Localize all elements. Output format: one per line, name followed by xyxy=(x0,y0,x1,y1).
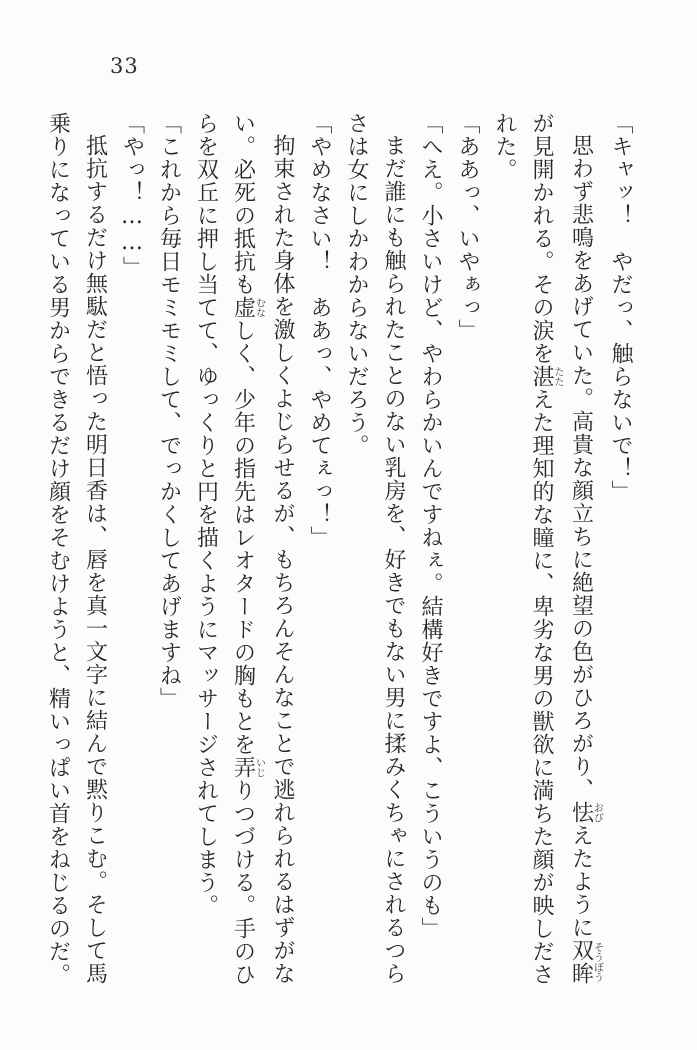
ruby-annotated-word: 虚むな xyxy=(230,296,265,319)
body-text xyxy=(43,112,639,988)
text-line: 「へえ。小さいけど、やわらかいんですねぇ。結構好きですよ、こういうのも」 xyxy=(418,112,443,940)
ruby-annotated-word: 怯おび xyxy=(568,801,603,824)
text-line: が見開かれる。その涙を湛たたえた理知的な瞳に、卑劣な男の獣欲に満ちた顔が映しださ xyxy=(529,112,563,986)
text-line: 「ああっ、いやぁっ」 xyxy=(455,112,480,342)
ruby-annotated-word: 弄いじ xyxy=(230,756,265,779)
text-line: 「やっ！……」 xyxy=(119,112,145,279)
text-line: さは女にしかわからないだろう。 xyxy=(344,112,369,457)
text-line: い。必死の抵抗も虚むなしく、少年の指先はレオタードの胸もとを弄いじりつづける。手のひ xyxy=(230,112,265,986)
text-line: 「キャッ！ やだっ、触らないで！」 xyxy=(608,112,633,503)
text-line: 「やめなさい！ ああっ、やめてぇっ！」 xyxy=(307,112,332,549)
page-number: 33 xyxy=(110,54,139,78)
ruby-annotated-word: 湛たた xyxy=(529,365,563,388)
text-line: 抵抗するだけ無駄だと悟った明日香は、唇を真一文字に結んで黙りこむ。そして馬 xyxy=(82,134,108,985)
text-line: 拘束された身体を激しくよじらせるが、もちろんそんなことで逃れられるはずがな xyxy=(270,134,295,985)
text-line: れた。 xyxy=(492,112,517,181)
text-line: らを双丘に押し当てて、ゆっくりと円を描くようにマッサージされてしまう。 xyxy=(193,112,219,917)
text-line: まだ誰にも触られたことのない乳房を、好きでもない男に揉みくちゃにされるつら xyxy=(381,134,406,985)
ruby-annotated-word: 双眸そうぼう xyxy=(568,939,603,985)
text-line: 乗りになっている男からできるだけ顔をそむけようと、精いっぱい首をねじるのだ。 xyxy=(45,112,71,986)
text-line: 「これから毎日モミモミして、でっかくしてあげますね」 xyxy=(156,112,182,710)
text-line: 思わず悲鳴をあげていた。高貴な顔立ちに絶望の色がひろがり、怯おびえたように双眸そうぼう xyxy=(568,134,603,985)
